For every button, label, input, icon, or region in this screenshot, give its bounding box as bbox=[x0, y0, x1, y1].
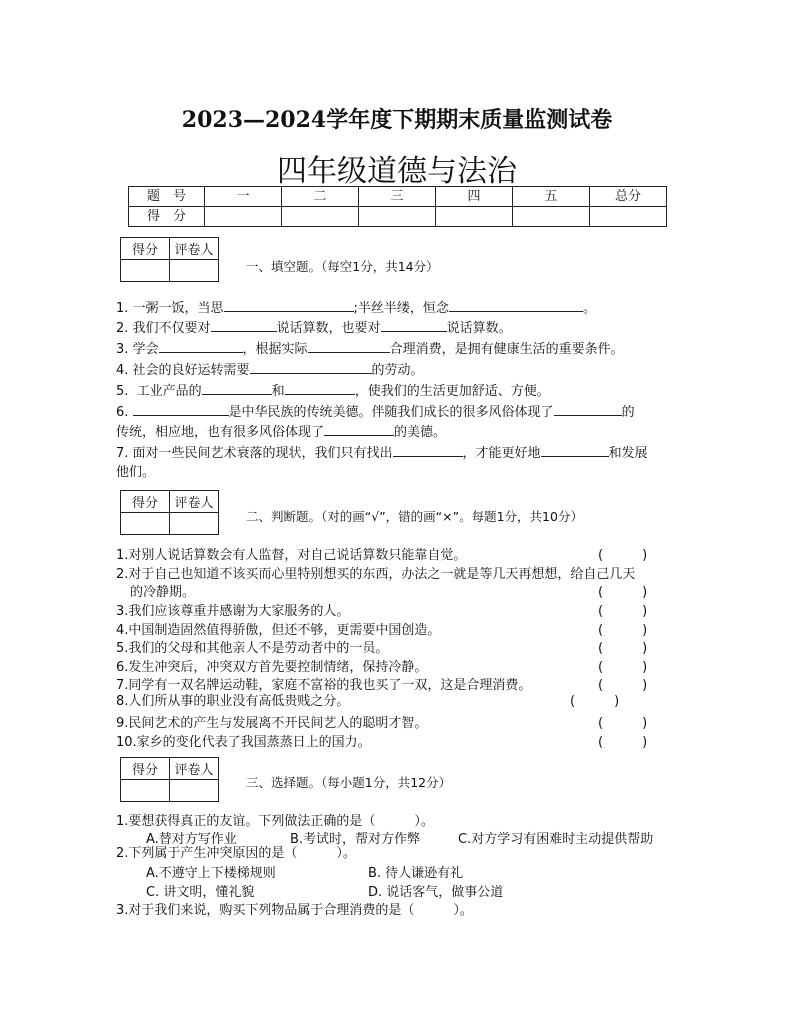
judge-question-2-cont: 的冷静期。 bbox=[130, 585, 196, 600]
judge-question-4: 4.中国制造固然值得骄傲，但还不够，更需要中国创造。 bbox=[116, 623, 441, 638]
choice-option[interactable]: B.考试时，帮对方作弊 bbox=[290, 832, 421, 847]
fill-question-2: 2. 我们不仅要对 说话算数，也要对 说话算数。 bbox=[116, 318, 512, 337]
scorer-box-blank[interactable] bbox=[170, 260, 219, 282]
answer-blank[interactable] bbox=[308, 339, 390, 353]
score-blank-cell[interactable] bbox=[205, 207, 282, 227]
score-blank-cell[interactable] bbox=[590, 207, 667, 227]
answer-paren[interactable]: ( ) bbox=[598, 604, 648, 619]
fill-question-6: 6. 是中华民族的传统美德。伴随我们成长的很多风俗体现了 的 bbox=[116, 402, 635, 421]
score-cell: 总分 bbox=[590, 187, 667, 207]
score-blank-cell[interactable] bbox=[282, 207, 359, 227]
answer-paren[interactable]: ( ) bbox=[598, 623, 648, 638]
judge-question-1: 1.对别人说话算数会有人监督，对自己说话算数只能靠自觉。 bbox=[116, 548, 467, 563]
section3-heading: 三、选择题。（每小题1分，共12分） bbox=[246, 775, 452, 790]
score-blank-cell[interactable] bbox=[513, 207, 590, 227]
fill-question-6-cont: 传统，相应地，也有很多风俗体现了 的美德。 bbox=[116, 422, 446, 441]
answer-paren[interactable]: ( ) bbox=[598, 716, 648, 731]
answer-paren[interactable]: ( ) bbox=[598, 678, 648, 693]
judge-question-2: 2.对于自己也知道不该买而心里特别想买的东西，办法之一就是等几天再想想，给自己几天 bbox=[116, 567, 636, 582]
answer-blank[interactable] bbox=[381, 318, 447, 332]
score-cell: 得 分 bbox=[129, 207, 205, 227]
fill-question-7-cont: 他们。 bbox=[116, 465, 156, 480]
choice-option[interactable]: C.对方学习有困难时主动提供帮助 bbox=[458, 832, 654, 847]
choice-option[interactable]: A.替对方写作业 bbox=[146, 832, 237, 847]
judge-question-8: 8.人们所从事的职业没有高低贵贱之分。 bbox=[116, 694, 350, 709]
scorer-box-blank[interactable] bbox=[170, 780, 219, 802]
judge-question-10: 10.家乡的变化代表了我国蒸蒸日上的国力。 bbox=[116, 735, 371, 750]
answer-blank[interactable] bbox=[393, 443, 463, 457]
answer-blank[interactable] bbox=[554, 402, 622, 416]
choice-option[interactable]: D. 说话客气，做事公道 bbox=[368, 885, 504, 900]
answer-blank[interactable] bbox=[211, 318, 277, 332]
scorer-box-label: 评卷人 bbox=[170, 491, 219, 513]
scorer-box bbox=[120, 490, 219, 535]
fill-question-7: 7. 面对一些民间艺术衰落的现状，我们只有找出 ，才能更好地 和发展 bbox=[116, 443, 648, 462]
scorer-box bbox=[120, 237, 219, 282]
answer-blank[interactable] bbox=[285, 381, 355, 395]
score-cell: 五 bbox=[513, 187, 590, 207]
judge-question-7: 7.同学有一双名牌运动鞋，家庭不富裕的我也买了一双，这是合理消费。 bbox=[116, 678, 532, 693]
judge-question-9: 9.民间艺术的产生与发展离不开民间艺人的聪明才智。 bbox=[116, 716, 428, 731]
score-table bbox=[128, 186, 667, 227]
scorer-box-blank[interactable] bbox=[121, 513, 170, 535]
choice-option[interactable]: B. 待人谦逊有礼 bbox=[368, 866, 464, 881]
scorer-box bbox=[120, 757, 219, 802]
section1-heading: 一、填空题。（每空1分，共14分） bbox=[246, 259, 439, 274]
answer-blank[interactable] bbox=[159, 339, 243, 353]
choice-option[interactable]: C. 讲文明，懂礼貌 bbox=[146, 885, 255, 900]
fill-question-5: 5. 工业产品的 和 ，使我们的生活更加舒适、方便。 bbox=[116, 381, 550, 400]
score-blank-cell[interactable] bbox=[359, 207, 436, 227]
score-cell: 题 号 bbox=[129, 187, 205, 207]
exam-subtitle: 四年级道德与法治 bbox=[277, 154, 517, 189]
choice-option[interactable]: A.不遵守上下楼梯规则 bbox=[146, 866, 276, 881]
answer-paren[interactable]: ( ) bbox=[598, 585, 648, 600]
answer-paren[interactable]: ( ) bbox=[598, 548, 648, 563]
scorer-box-label: 得分 bbox=[121, 238, 170, 260]
judge-question-3: 3.我们应该尊重并感谢为大家服务的人。 bbox=[116, 604, 350, 619]
score-blank-cell[interactable] bbox=[436, 207, 513, 227]
answer-blank[interactable] bbox=[133, 402, 229, 416]
section2-heading: 二、判断题。（对的画“√”，错的画“×”。每题1分，共10分） bbox=[246, 509, 583, 524]
scorer-box-label: 评卷人 bbox=[170, 758, 219, 780]
score-table-header-row bbox=[129, 187, 667, 207]
answer-blank[interactable] bbox=[250, 360, 372, 374]
scorer-box-blank[interactable] bbox=[170, 513, 219, 535]
choice-question-2: 2.下列属于产生冲突原因的是（ ）。 bbox=[116, 846, 356, 861]
exam-title: 2023—2024学年度下期期末质量监测试卷 bbox=[181, 107, 613, 133]
answer-paren[interactable]: ( ) bbox=[598, 660, 648, 675]
answer-paren[interactable]: ( ) bbox=[598, 735, 648, 750]
scorer-box-label: 得分 bbox=[121, 491, 170, 513]
judge-question-5: 5.我们的父母和其他亲人不是劳动者中的一员。 bbox=[116, 641, 389, 656]
score-cell: 四 bbox=[436, 187, 513, 207]
answer-blank[interactable] bbox=[449, 298, 583, 312]
fill-question-1: 1. 一粥一饭，当思 ;半丝半缕，恒念 。 bbox=[116, 298, 596, 317]
answer-blank[interactable] bbox=[324, 422, 394, 436]
score-cell: 二 bbox=[282, 187, 359, 207]
scorer-box-blank[interactable] bbox=[121, 780, 170, 802]
answer-paren[interactable]: ( ) bbox=[570, 694, 620, 709]
answer-blank[interactable] bbox=[541, 443, 609, 457]
answer-paren[interactable]: ( ) bbox=[598, 641, 648, 656]
judge-question-6: 6.发生冲突后，冲突双方首先要控制情绪，保持冷静。 bbox=[116, 660, 428, 675]
score-cell: 三 bbox=[359, 187, 436, 207]
score-cell: 一 bbox=[205, 187, 282, 207]
choice-question-3: 3.对于我们来说，购买下列物品属于合理消费的是（ ）。 bbox=[116, 903, 473, 918]
scorer-box-blank[interactable] bbox=[121, 260, 170, 282]
answer-blank[interactable] bbox=[202, 381, 272, 395]
choice-question-1: 1.要想获得真正的友谊。下列做法正确的是（ ）。 bbox=[116, 814, 434, 829]
scorer-box-label: 得分 bbox=[121, 758, 170, 780]
scorer-box-label: 评卷人 bbox=[170, 238, 219, 260]
score-table-score-row bbox=[129, 207, 667, 227]
fill-question-3: 3. 学会 ，根据实际 合理消费，是拥有健康生活的重要条件。 bbox=[116, 339, 624, 358]
fill-question-4: 4. 社会的良好运转需要 的劳动。 bbox=[116, 360, 424, 379]
answer-blank[interactable] bbox=[224, 298, 354, 312]
